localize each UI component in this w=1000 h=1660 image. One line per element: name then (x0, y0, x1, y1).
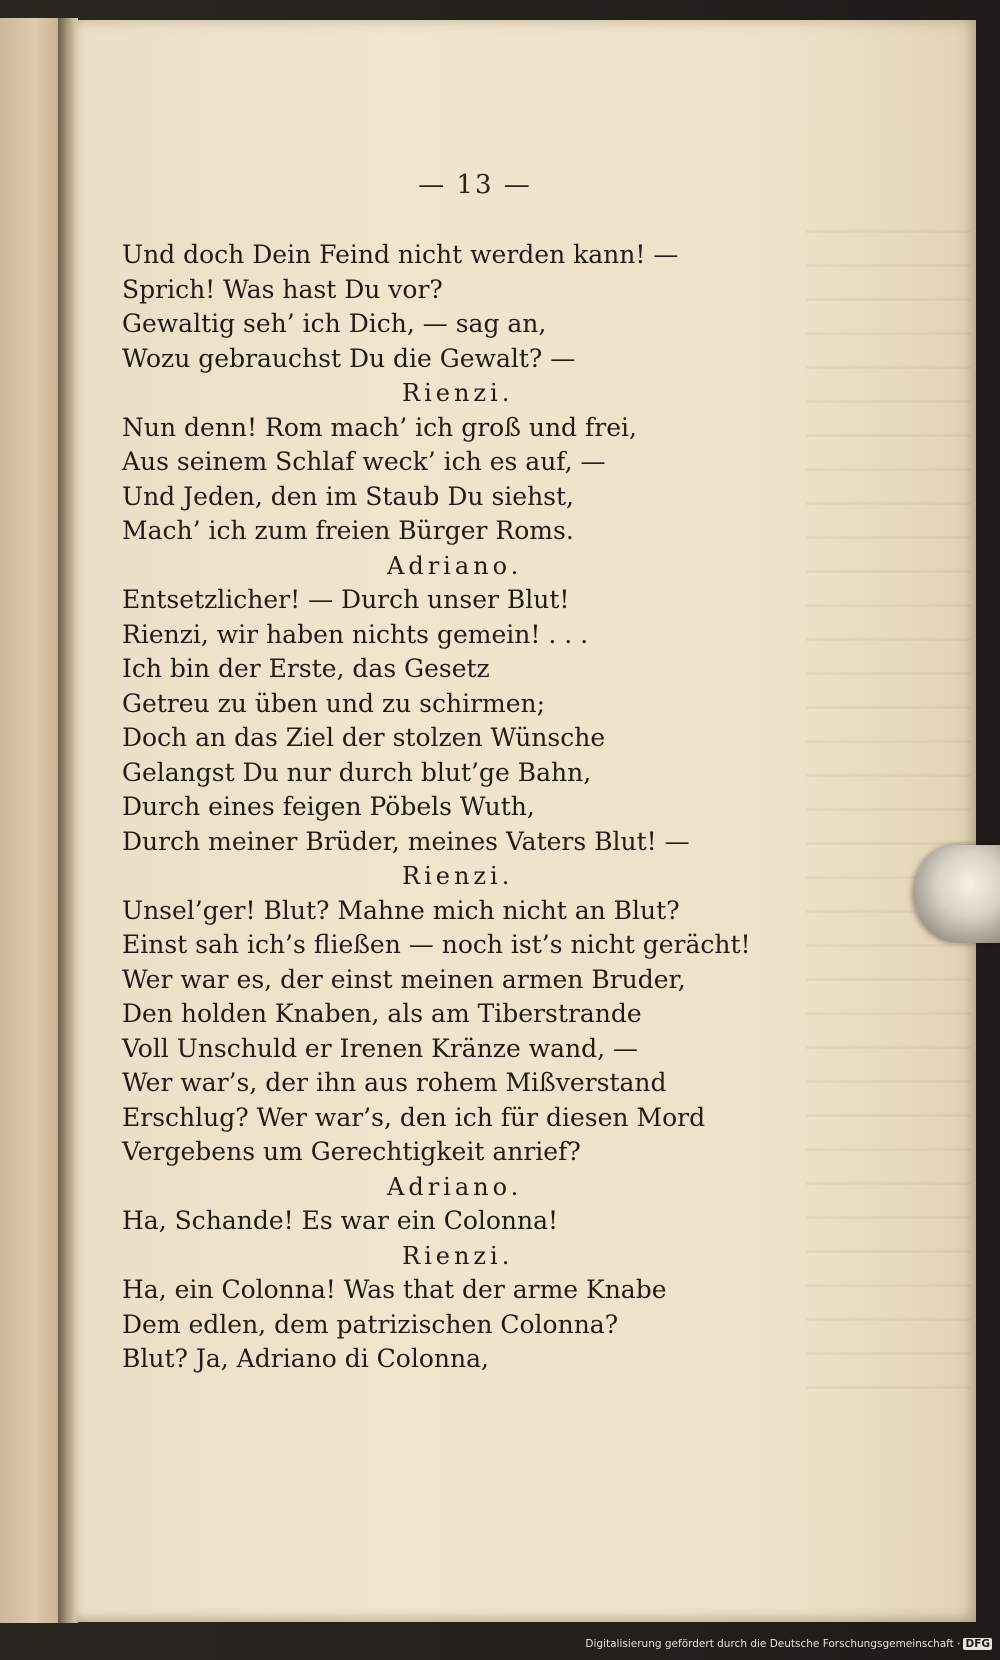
digitization-credit (585, 1638, 992, 1650)
verse-line: Und Jeden, den im Staub Du siehst, (122, 481, 574, 511)
verse-line: Entsetzlicher! — Durch unser Blut! (122, 585, 570, 614)
speaker-name: Adriano. (387, 1172, 523, 1201)
verse-line: Nun denn! Rom mach’ ich groß und frei, (122, 412, 637, 442)
verse-line: Getreu zu üben und zu schirmen; (122, 688, 546, 718)
speaker-name: Rienzi. (402, 862, 514, 890)
verse-line: Ich bin der Erste, das Gesetz (122, 654, 490, 683)
page-number: — 13 — (418, 170, 532, 200)
verse-line: Gewaltig seh’ ich Dich, — sag an, (122, 309, 547, 338)
verse-line: Einst sah ich’s fließen — noch ist’s nicht gerächt! (122, 930, 751, 959)
verse-line: Wer war es, der einst meinen armen Bruder, (122, 964, 686, 994)
verse-line: Den holden Knaben, als am Tiberstrande (122, 999, 642, 1028)
verse-line: Ha, ein Colonna! Was that der arme Knabe (122, 1275, 667, 1304)
book-gutter (58, 18, 78, 1623)
verse-line: Unsel’ger! Blut? Mahne mich nicht an Blut? (122, 895, 680, 925)
dialogue-text (122, 238, 762, 1377)
page-holder-clip (914, 845, 1000, 943)
verse-line: Dem edlen, dem patrizischen Colonna? (122, 1309, 619, 1339)
verse-line: Erschlug? Wer war’s, den ich für diesen Mord (122, 1102, 706, 1132)
verse-line: Mach’ ich zum freien Bürger Roms. (122, 516, 574, 545)
verse-line: Gelangst Du nur durch blut’ge Bahn, (122, 757, 592, 787)
verse-line: Ha, Schande! Es war ein Colonna! (122, 1206, 559, 1235)
speaker-name: Rienzi. (402, 1241, 514, 1270)
verse-line: Sprich! Was hast Du vor? (122, 274, 443, 304)
speaker-name: Rienzi. (402, 379, 514, 407)
page-bleed-through (806, 230, 971, 1410)
speaker-name: Adriano. (387, 551, 523, 580)
verse-line: Voll Unschuld er Irenen Kränze wand, — (122, 1033, 639, 1063)
verse-line: Vergebens um Gerechtigkeit anrief? (122, 1137, 581, 1166)
verse-line: Und doch Dein Feind nicht werden kann! — (122, 240, 679, 269)
previous-page-edge (0, 18, 60, 1623)
verse-line: Wer war’s, der ihn aus rohem Mißverstand (122, 1068, 667, 1097)
dfg-logo: DFG (965, 1638, 990, 1650)
credit-text: Digitalisierung gefördert durch die Deutsche Forschungsgemeinschaft · (585, 1638, 961, 1650)
verse-line: Wozu gebrauchst Du die Gewalt? — (122, 343, 576, 373)
verse-line: Blut? Ja, Adriano di Colonna, (122, 1344, 489, 1373)
verse-line: Doch an das Ziel der stolzen Wünsche (122, 723, 606, 752)
verse-line: Rienzi, wir haben nichts gemein! . . . (122, 619, 589, 649)
verse-line: Aus seinem Schlaf weck’ ich es auf, — (122, 447, 606, 476)
verse-line: Durch eines feigen Pöbels Wuth, (122, 792, 535, 821)
verse-line: Durch meiner Brüder, meines Vaters Blut! — (122, 826, 690, 856)
